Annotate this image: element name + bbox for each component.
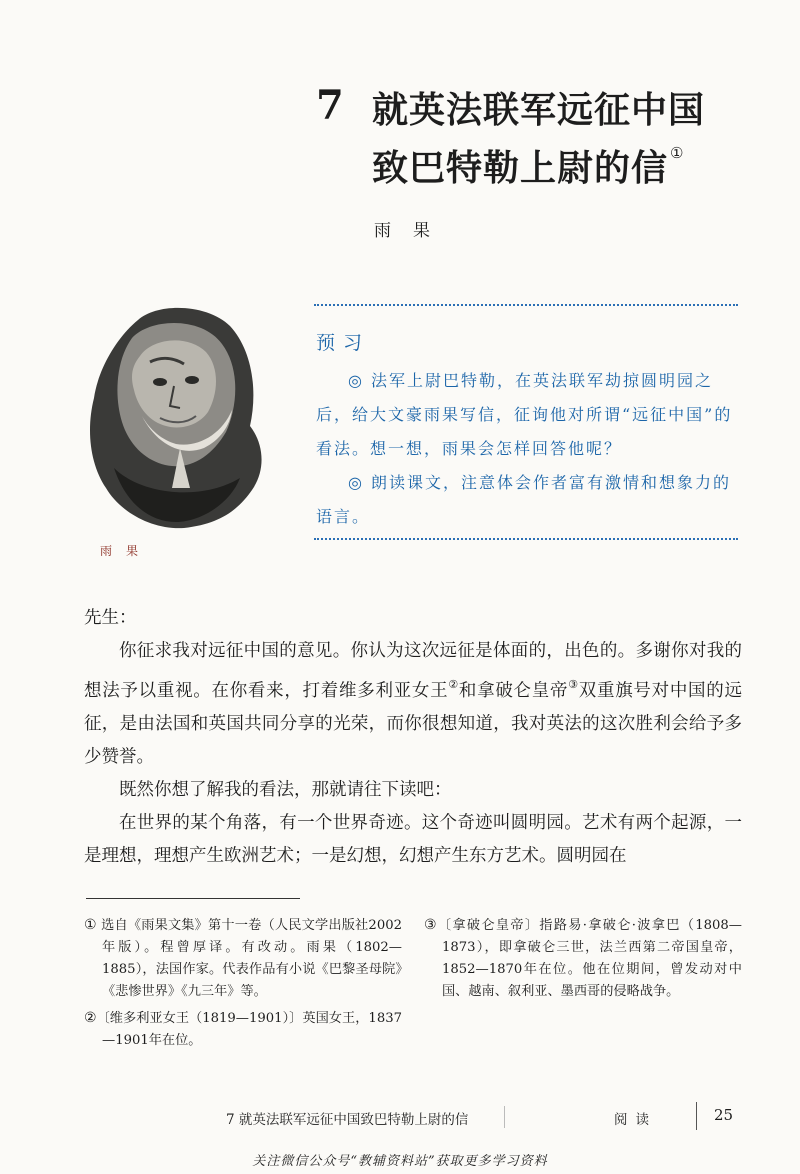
lesson-number: 7 [316,82,344,129]
paragraph: 既然你想了解我的看法，那就请往下读吧： [119,780,452,800]
footnote [84,1007,402,1052]
footnote-text: 〔拿破仑皇帝〕指路易·拿破仑·波拿巴（1808—1873），即拿破仑三世，法兰西第二帝国皇帝，1852—1870年在位。他在位期间，曾发动对中国、越南、叙利亚、墨西哥的侵略战争。 [437,918,742,999]
running-footer-title: 7 就英法联军远征中国致巴特勒上尉的信 [226,1112,469,1128]
paragraph-text: 双重旗号对中国的远征，是由法国和英国共同分享的光荣，而你很想知道，我对英法的这次胜利会给予多少赞誉。 [84,681,742,767]
preview-item: ◎ 朗读课文，注意体会作者富有激情和想象力的语言。 [316,473,732,526]
paragraph: 在世界的某个角落，有一个世界奇迹。这个奇迹叫圆明园。艺术有两个起源，一是理想，理想产生欧洲艺术；一是幻想，幻想产生东方艺术。圆明园在 [84,813,742,866]
footnotes-right-column [424,914,742,1007]
lesson-title-line1: 就英法联军远征中国 [372,89,706,131]
footnote-rule [86,898,300,899]
portrait-caption: 雨果 [100,544,153,558]
footer-section-label: 阅读 [614,1112,657,1128]
lesson-title-line2-text: 致巴特勒上尉的信 [372,147,669,189]
footnote [424,914,742,1003]
footnotes-left-column [84,914,402,1056]
watermark-text: 关注微信公众号“教辅资料站”获取更多学习资料 [252,1154,548,1169]
footnote-text: 选自《雨果文集》第十一卷（人民文学出版社2002年版）。程曾厚译。有改动。雨果（1802—1885），法国作家。代表作品有小说《巴黎圣母院》《悲惨世界》《九三年》等。 [101,918,402,999]
footer-divider [696,1102,697,1130]
salutation: 先生： [84,608,137,628]
footer-divider [504,1106,505,1128]
preview-body [316,364,740,534]
footnote-ref: ③ [568,678,579,691]
paragraph [84,635,742,774]
title-footnote-ref: ① [670,144,685,162]
paragraph-text: 你征求我对远征中国的意见。你认为这次远征是体面的，出色的。多谢你对我的想法予以重视。在你看来，打着维多利亚女王 [84,641,742,701]
paragraph-text: 和拿破仑皇帝 [458,681,569,701]
footnote-mark: ① [84,917,97,933]
footnote-mark: ③ [424,917,438,933]
footnote-mark: ② [84,1010,97,1026]
author-name: 雨果 [374,221,452,241]
preview-top-border [314,304,738,306]
preview-heading: 预习 [316,332,371,354]
preview-bottom-border [314,538,738,540]
footnote-ref: ② [448,678,459,691]
author-portrait [80,298,270,530]
letter-body [84,602,742,873]
page-number: 25 [714,1106,734,1124]
lesson-title-line2 [372,140,684,191]
preview-item: ◎ 法军上尉巴特勒，在英法联军劫掠圆明园之后，给大文豪雨果写信，征询他对所谓“远征中国”的看法。想一想，雨果会怎样回答他呢？ [316,371,733,458]
footnote-text: 〔维多利亚女王（1819—1901）〕英国女王，1837—1901年在位。 [96,1011,402,1048]
footnote [84,914,402,1003]
